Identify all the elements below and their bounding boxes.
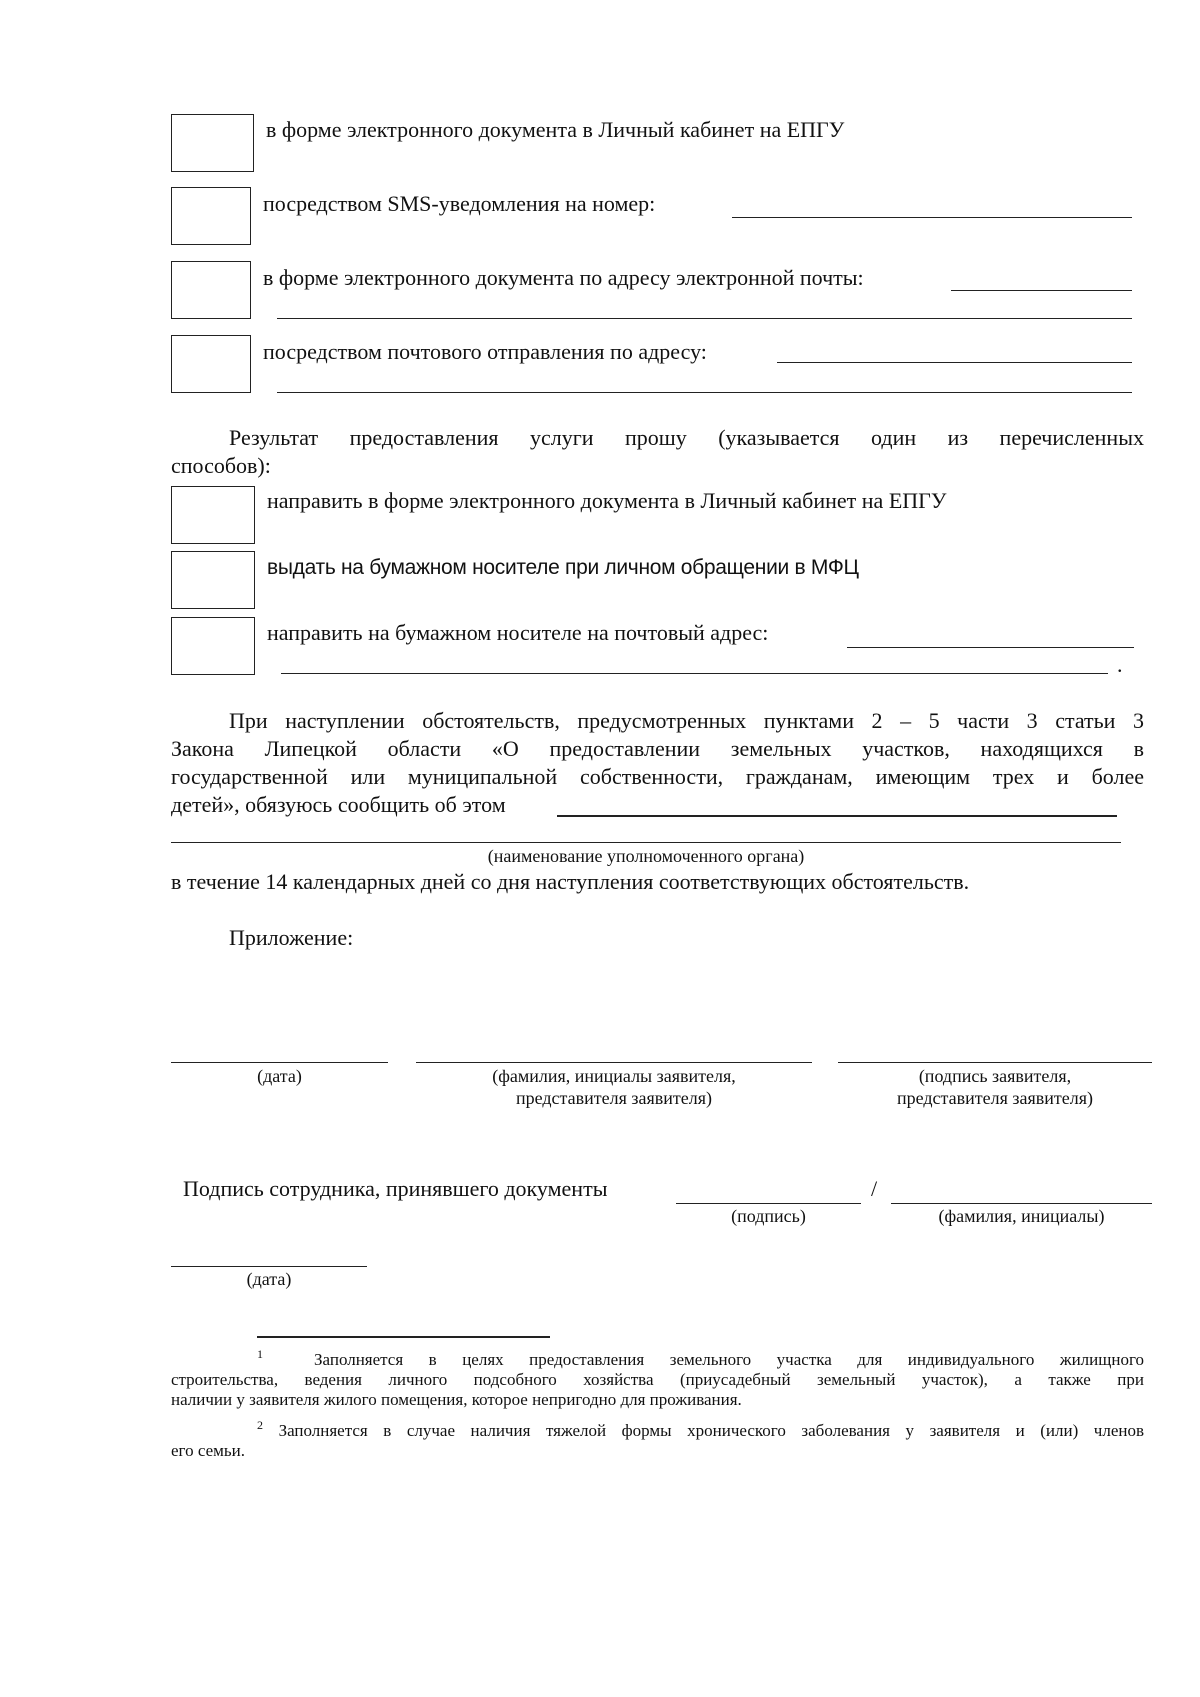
checkbox-post[interactable] xyxy=(171,335,251,393)
result-post-address-field[interactable] xyxy=(847,647,1134,648)
date-field[interactable] xyxy=(171,1062,388,1063)
footnote-2 xyxy=(171,1418,1145,1461)
result-intro-line-1: Результат предоставления услуги прошу (указывается один из перечисленных xyxy=(229,425,1144,450)
result-option-epgu-label: направить в форме электронного документа в Личный кабинет на ЕПГУ xyxy=(267,488,947,513)
checkbox-epgu-cabinet[interactable] xyxy=(171,114,254,172)
footnote-1-line-2: строительства, ведения личного подсобного хозяйства (приусадебный земельный участок), а также при xyxy=(171,1370,1144,1389)
option-email-label: в форме электронного документа по адресу электронной почты: xyxy=(263,265,864,290)
employee-signature-field[interactable] xyxy=(676,1203,861,1204)
applicant-signature-caption-2: представителя заявителя) xyxy=(897,1088,1093,1108)
result-option-post-label: направить на бумажном носителе на почтовый адрес: xyxy=(267,620,769,645)
checkbox-result-mfc[interactable] xyxy=(171,551,255,609)
employee-date-caption: (дата) xyxy=(246,1269,292,1289)
post-address-field[interactable] xyxy=(777,362,1132,363)
result-period: . xyxy=(1117,652,1123,677)
deadline-text: в течение 14 календарных дней со дня наступления соответствующих обстоятельств. xyxy=(171,869,970,894)
result-intro-line-2: способов): xyxy=(171,453,271,478)
footnote-2-mark: 2 xyxy=(257,1418,263,1432)
result-post-address-field-continuation[interactable] xyxy=(281,673,1108,674)
authority-field[interactable] xyxy=(557,815,1117,817)
result-intro xyxy=(171,424,1144,480)
result-option-mfc-label: выдать на бумажном носителе при личном обращении в МФЦ xyxy=(267,556,859,579)
attachment-label: Приложение: xyxy=(229,925,354,950)
checkbox-result-post[interactable] xyxy=(171,617,255,675)
circumstances-line-4: детей», обязуюсь сообщить об этом xyxy=(171,792,506,817)
email-field-continuation[interactable] xyxy=(277,318,1132,319)
employee-name-field[interactable] xyxy=(891,1203,1152,1204)
date-caption: (дата) xyxy=(257,1066,302,1086)
footnote-2-line-2: его семьи. xyxy=(171,1441,246,1460)
option-epgu-cabinet-label: в форме электронного документа в Личный кабинет на ЕПГУ xyxy=(266,117,845,142)
circumstances-paragraph xyxy=(171,707,1144,819)
footnote-2-line-1 xyxy=(171,1418,1145,1441)
employee-name-caption: (фамилия, инициалы) xyxy=(938,1206,1105,1226)
circumstances-line-2: Закона Липецкой области «О предоставлении земельных участков, находящихся в xyxy=(171,736,1144,761)
employee-signature-caption: (подпись) xyxy=(731,1206,806,1226)
employee-date-field[interactable] xyxy=(171,1266,367,1267)
checkbox-email[interactable] xyxy=(171,261,251,319)
email-field[interactable] xyxy=(951,290,1132,291)
footnote-1-line-1 xyxy=(171,1347,1144,1370)
applicant-name-field[interactable] xyxy=(416,1062,812,1063)
checkbox-sms[interactable] xyxy=(171,187,251,245)
employee-signature-label: Подпись сотрудника, принявшего документы xyxy=(183,1176,608,1201)
option-sms-label: посредством SMS-уведомления на номер: xyxy=(263,191,656,216)
footnote-separator xyxy=(257,1336,550,1338)
applicant-signature-field[interactable] xyxy=(838,1062,1152,1063)
applicant-signature-caption-1: (подпись заявителя, xyxy=(918,1066,1072,1086)
footnote-1-line-3: наличии у заявителя жилого помещения, которое непригодно для проживания. xyxy=(171,1390,742,1409)
applicant-name-caption-1: (фамилия, инициалы заявителя, xyxy=(492,1066,736,1086)
footnote-1-mark: 1 xyxy=(257,1347,263,1361)
authority-field-continuation[interactable] xyxy=(171,842,1121,843)
sms-phone-field[interactable] xyxy=(732,217,1132,218)
applicant-name-caption-2: представителя заявителя) xyxy=(516,1088,712,1108)
employee-slash: / xyxy=(871,1176,878,1201)
option-post-label: посредством почтового отправления по адресу: xyxy=(263,339,707,364)
circumstances-line-1: При наступлении обстоятельств, предусмотренных пунктами 2 – 5 части 3 статьи 3 xyxy=(229,708,1144,733)
circumstances-line-3: государственной или муниципальной собственности, гражданам, имеющим трех и более xyxy=(171,764,1144,789)
footnote-2-text-1: Заполняется в случае наличия тяжелой формы хронического заболевания у заявителя и (или) членов xyxy=(278,1421,1145,1440)
authority-caption: (наименование уполномоченного органа) xyxy=(487,846,805,866)
post-address-field-continuation[interactable] xyxy=(277,392,1132,393)
checkbox-result-epgu[interactable] xyxy=(171,486,255,544)
footnote-1 xyxy=(171,1347,1144,1410)
footnote-1-text-1: Заполняется в целях предоставления земельного участка для индивидуального жилищного xyxy=(314,1350,1144,1369)
